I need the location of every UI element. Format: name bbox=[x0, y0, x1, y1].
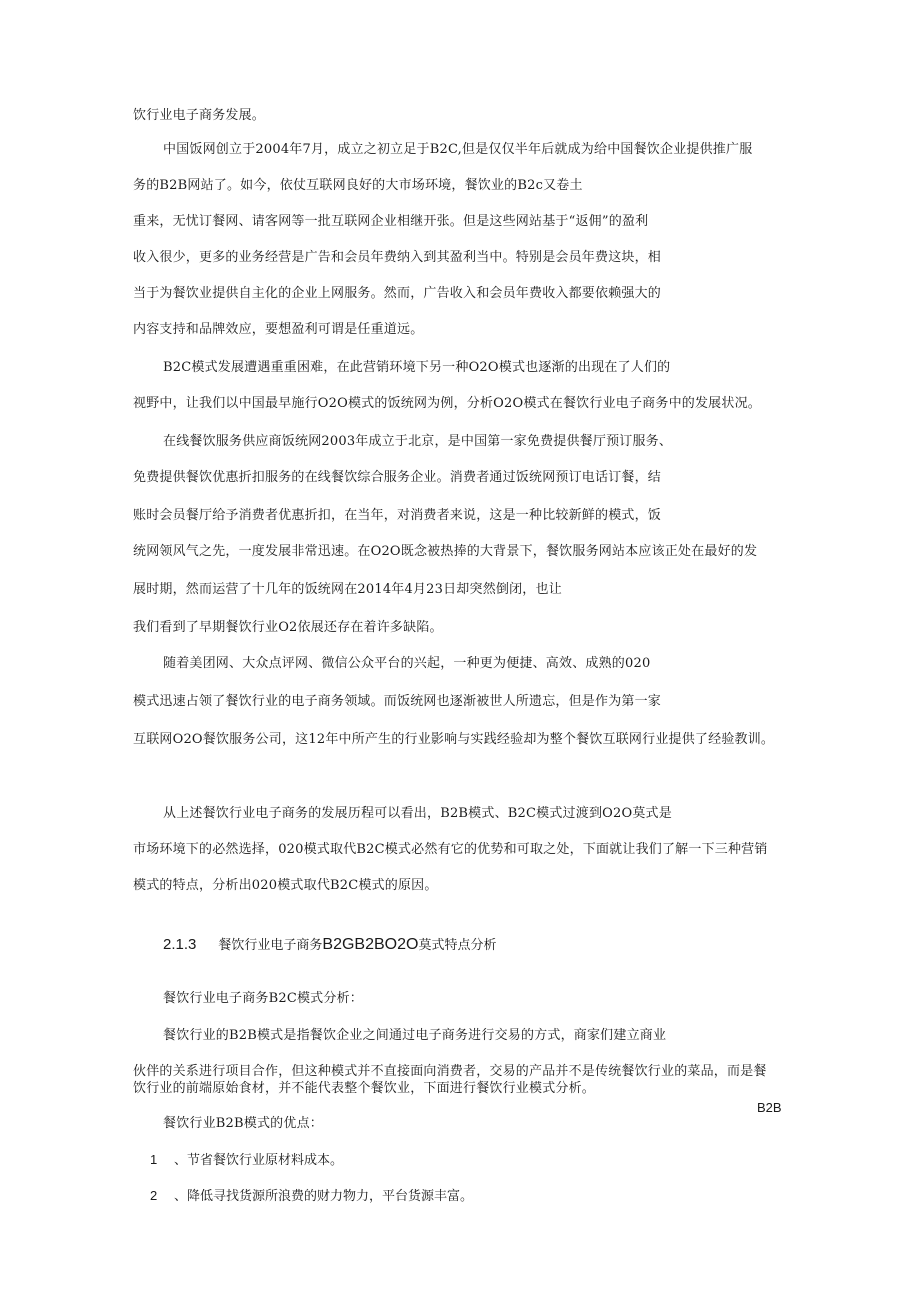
text-line-12: 账时会员餐厅给予消费者优惠折扣，在当年，对消费者来说，这是一种比较新鲜的模式，饭 bbox=[133, 508, 662, 523]
text-line-10: 在线餐饮服务供应商饭统网2003年成立于北京，是中国第一家免费提供餐厅预订服务、 bbox=[163, 434, 673, 449]
text-line-8: B2C模式发展遭遇重重困难，在此营销环境下另一种O2O模式也逐渐的出现在了人们的 bbox=[163, 360, 671, 375]
list-item-text: 、降低寻找货源所浪费的财力物力，平台货源丰富。 bbox=[174, 1189, 474, 1204]
text-line-24: 伙伴的关系进行项目合作，但这种模式并不直接面向消费者，交易的产品并不是传统餐饮行业的菜品，而是餐 bbox=[133, 1064, 767, 1079]
text-line-26: 餐饮行业B2B模式的优点： bbox=[163, 1116, 323, 1131]
text-line-16: 随着美团网、大众点评网、微信公众平台的兴起，一种更为便捷、高效、成熟的020 bbox=[163, 656, 651, 671]
text-line-2: 中国饭网创立于2004年7月，成立之初立足于B2C,但是仅仅半年后就成为给中国餐饮企业提供推广服 bbox=[163, 142, 753, 157]
text-line-22: 餐饮行业电子商务B2C模式分析： bbox=[163, 991, 363, 1006]
text-line-19: 从上述餐饮行业电子商务的发展历程可以看出，B2B模式、B2C模式过渡到O2O莫式是 bbox=[163, 806, 672, 821]
text-line-15: 我们看到了早期餐饮行业O2依展还存在着许多缺陷。 bbox=[133, 620, 443, 635]
section-title-prefix: 餐饮行业电子商务 bbox=[218, 938, 323, 953]
text-line-14: 展时期，然而运营了十几年的饭统网在2014年4月23日却突然倒闭，也让 bbox=[133, 582, 562, 597]
text-line-4: 重来，无忧订餐网、请客网等一批互联网企业相继开张。但是这些网站基于“返佣”的盈利 bbox=[133, 214, 649, 229]
text-line-13: 统网领风气之先，一度发展非常迅速。在O2O既念被热捧的大背景下，餐饮服务网站本应该正处在最好的发 bbox=[133, 544, 758, 559]
list-item-number: 1 bbox=[150, 1152, 158, 1167]
text-line-23: 餐饮行业的B2B模式是指餐饮企业之间通过电子商务进行交易的方式，商家们建立商业 bbox=[163, 1028, 667, 1043]
text-line-3: 务的B2B网站了。如今，依仗互联网良好的大市场环境，餐饮业的B2c又卷土 bbox=[133, 178, 583, 193]
list-item bbox=[150, 1152, 343, 1169]
list-item-number: 2 bbox=[150, 1188, 158, 1203]
text-line-20: 市场环境下的必然选择，020模式取代B2C模式必然有它的优势和可取之处，下面就让我们了解一下三种营销 bbox=[133, 842, 768, 857]
section-title-suffix: 莫式特点分析 bbox=[418, 938, 497, 953]
text-line-25: 饮行业的前端原始食材，并不能代表整个餐饮业，下面进行餐饮行业模式分析。 bbox=[133, 1081, 596, 1096]
text-line-5: 收入很少，更多的业务经营是广告和会员年费纳入到其盈利当中。特别是会员年费这块，相 bbox=[133, 250, 662, 265]
text-line-7: 内容支持和品牌效应，要想盈利可谓是任重道远。 bbox=[133, 322, 424, 337]
text-line-18: 互联网O2O餐饮服务公司，这12年中所产生的行业影响与实践经验却为整个餐饮互联网行业提供了经验教训。 bbox=[133, 732, 775, 747]
text-line-6: 当于为餐饮业提供自主化的企业上网服务。然而，广告收入和会员年费收入都要依赖强大的 bbox=[133, 286, 662, 301]
text-line-1: 饮行业电子商务发展。 bbox=[133, 108, 266, 123]
section-number: 2.1.3 bbox=[163, 936, 197, 953]
section-title-models: B2GB2BO2O bbox=[322, 936, 419, 953]
list-item-text: 、节省餐饮行业原材料成本。 bbox=[174, 1153, 344, 1168]
list-item bbox=[150, 1188, 473, 1205]
section-heading bbox=[163, 934, 496, 954]
floating-label-b2b: B2B bbox=[757, 1100, 782, 1115]
text-line-11: 免费提供餐饮优惠折扣服务的在线餐饮综合服务企业。消费者通过饭统网预订电话订餐，结 bbox=[133, 470, 662, 485]
text-line-21: 模式的特点，分析出020模式取代B2C模式的原因。 bbox=[133, 878, 438, 893]
text-line-17: 模式迅速占领了餐饮行业的电子商务领域。而饭统网也逐渐被世人所遗忘，但是作为第一家 bbox=[133, 694, 662, 709]
text-line-9: 视野中，让我们以中国最早施行O2O模式的饭统网为例，分析O2O模式在餐饮行业电子商务中的发展状况。 bbox=[133, 396, 761, 411]
